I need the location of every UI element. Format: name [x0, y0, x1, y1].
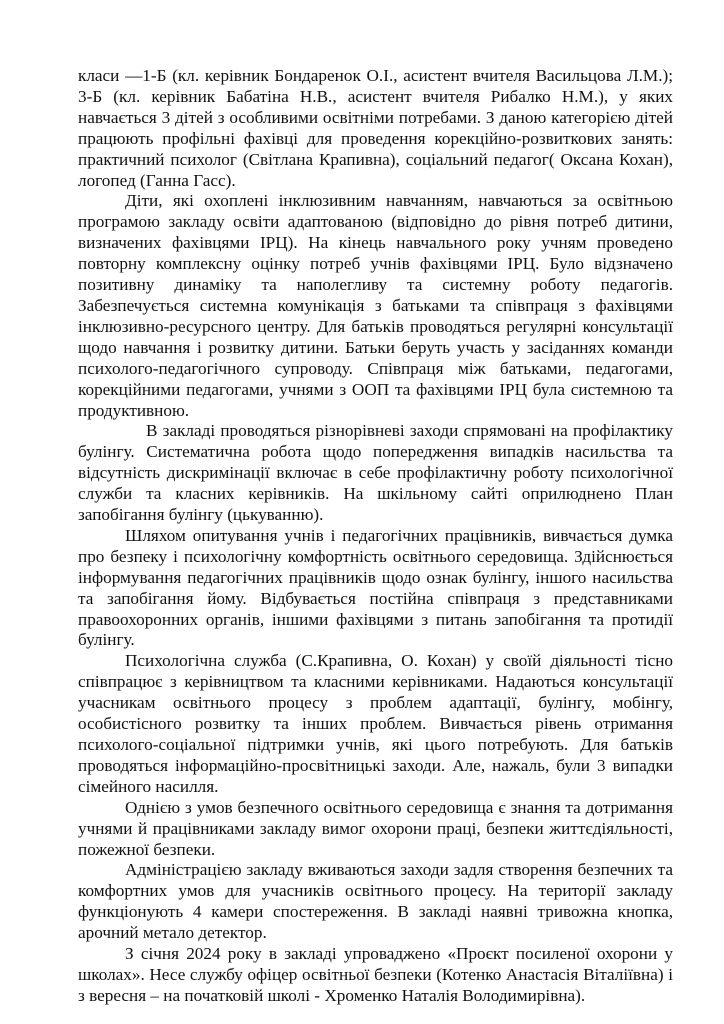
paragraph-inclusive-education: Діти, які охоплені інклюзивним навчанням, навчаються за освітньою програмою закладу освіти адаптованою (відповідно до рівня потреб дитини, визначених фахівцями ІРЦ). На кінець навчального року учням проведено повторну комплексну оцінку потреб учнів фахівцями ІРЦ. Було відзначено позитивну динаміку та наполегливу та системну роботу педагогів. Забезпечується системна комунікація з батьками та співпраця з фахівцями інклюзивно-ресурсного центру. Для батьків проводяться регулярні консультації щодо навчання і розвитку дитини. Батьки беруть участь у засіданнях команди психолого-педагогічного супроводу. Співпраця між батьками, педагогами, корекційними педагогами, учнями з ООП та фахівцями ІРЦ була системною та продуктивною. [78, 191, 673, 420]
document-page [78, 66, 673, 1007]
paragraph-safety-survey: Шляхом опитування учнів і педагогічних працівників, вивчається думка про безпеку і психологічну комфортність освітнього середовища. Здійснюється інформування педагогічних працівників щодо ознак булінгу, іншого насильства та запобігання йому. Відбувається постійна співпраця з представниками правоохоронних органів, іншими фахівцями з питань запобігання та протидії булінгу. [78, 525, 673, 650]
paragraph-administration-measures: Адміністрацією закладу вживаються заходи задля створення безпечних та комфортних умов для учасників освітнього процесу. На території закладу функціонують 4 камери спостереження. В закладі наявні тривожна кнопка, арочний метало детектор. [78, 860, 673, 943]
paragraph-bullying-prevention: В закладі проводяться різнорівневі заходи спрямовані на профілактику булінгу. Систематична робота щодо попередження випадків насильства та відсутність дискримінації включає в себе профілактичну роботу психологічної служби та класних керівників. На шкільному сайті оприлюднено План запобігання булінгу (цькуванню). [78, 421, 673, 525]
paragraph-security-officer-project: З січня 2024 року в закладі упроваджено «Проєкт посиленої охорони у школах». Несе службу офіцер освітньої безпеки (Котенко Анастасія Віталіївна) і з вересня – на початковій школі - Хроменко Наталія Володимирівна). [78, 944, 673, 1005]
paragraph-safety-requirements: Однією з умов безпечного освітнього середовища є знання та дотримання учнями й працівниками закладу вимог охорони праці, безпеки життєдіяльності, пожежної безпеки. [78, 797, 673, 859]
paragraph-psychological-service: Психологічна служба (С.Крапивна, О. Кохан) у своїй діяльності тісно співпрацює з керівництвом та класними керівниками. Надаються консультації учасникам освітнього процесу з проблем адаптації, булінгу, мобінгу, особистісного розвитку та інших проблем. Вивчається рівень отримання психолого-соціальної підтримки учнів, які цього потребують. Для батьків проводяться інформаційно-просвітницькі заходи. Але, нажаль, були 3 випадки сімейного насилля. [78, 651, 673, 796]
paragraph-inclusive-classes: класи —1-Б (кл. керівник Бондаренок О.І., асистент вчителя Васильцова Л.М.); 3-Б (кл. керівник Бабатіна Н.В., асистент вчителя Рибалко Н.М.), у яких навчається 3 дітей з особливими освітніми потребами. З даною категорією дітей працюють профільні фахівці для проведення корекційно-розвиткових занять: практичний психолог (Світлана Крапивна), соціальний педагог( Оксана Кохан), логопед (Ганна Гасс). [78, 66, 673, 190]
